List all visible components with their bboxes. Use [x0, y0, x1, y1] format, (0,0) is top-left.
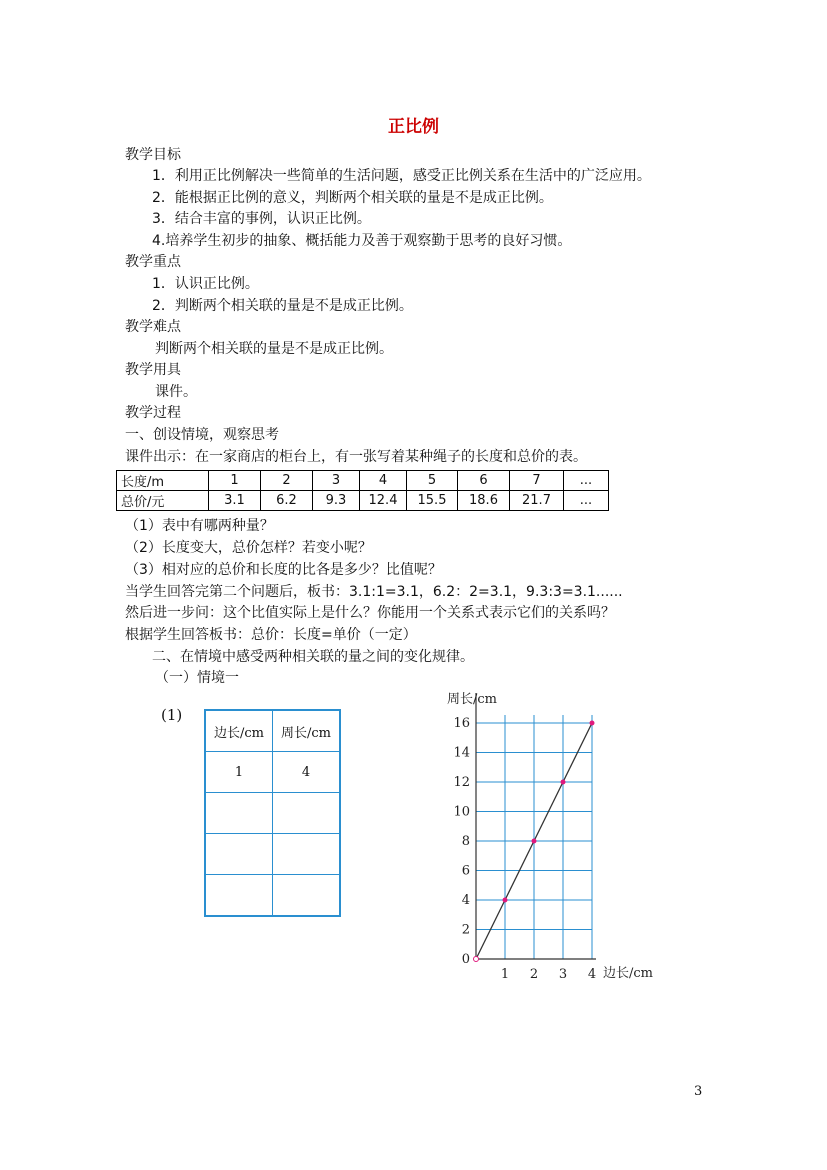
- goal-item-1: 1．利用正比例解决一些简单的生活问题，感受正比例关系在生活中的广泛应用。: [152, 168, 651, 184]
- further-question: 然后进一步问：这个比值实际上是什么？你能用一个关系式表示它们的关系吗？: [125, 605, 615, 621]
- table-cell: 3.1: [209, 491, 261, 511]
- tools-text: 课件。: [155, 384, 197, 400]
- y-axis-label: 周长/cm: [447, 692, 497, 707]
- table-cell: [273, 793, 341, 834]
- goal-item-3: 3．结合丰富的事例，认识正比例。: [152, 211, 371, 227]
- y-tick-label: 6: [461, 863, 470, 879]
- x-tick-label: 1: [500, 967, 510, 982]
- question-1: （1）表中有哪两种量？: [125, 518, 274, 534]
- table-cell: 18.6: [458, 491, 510, 511]
- table-cell: [205, 793, 273, 834]
- question-3: （3）相对应的总价和长度的比各是多少？比值呢？: [125, 562, 442, 578]
- y-tick-label: 2: [461, 922, 470, 938]
- y-tick-label: 4: [461, 893, 470, 908]
- table-cell: 15.5: [407, 491, 458, 511]
- x-tick-labels: [501, 967, 596, 982]
- table-row: [205, 834, 340, 875]
- figure-number: (1): [161, 706, 183, 724]
- page-title: 正比例: [388, 117, 439, 137]
- tools-heading: 教学用具: [125, 362, 181, 378]
- table-row: [205, 793, 340, 834]
- scene-1-heading: （一）情境一: [155, 670, 239, 686]
- table-cell: 7: [510, 471, 564, 491]
- page-number: 3: [694, 1084, 703, 1099]
- table-cell: [205, 875, 273, 917]
- table-cell: 边长/cm: [205, 710, 273, 752]
- table-row: [205, 752, 340, 793]
- table-cell: 12.4: [360, 491, 407, 511]
- square-table: [204, 709, 341, 917]
- key-points-heading: 教学重点: [125, 254, 181, 270]
- table-cell: 3: [313, 471, 360, 491]
- table-cell: 6: [458, 471, 510, 491]
- table-cell: 1: [209, 471, 261, 491]
- y-tick-label: 10: [453, 804, 470, 820]
- section-1-heading: 一、创设情境，观察思考: [125, 427, 279, 443]
- question-2: （2）长度变大，总价怎样？若变小呢？: [125, 540, 372, 556]
- table-cell: 21.7: [510, 491, 564, 511]
- board-text-1: 当学生回答完第二个问题后，板书：3.1:1=3.1，6.2：2=3.1，9.3:3=3.1......: [125, 584, 623, 600]
- rope-price-table: [116, 470, 609, 511]
- difficulty-heading: 教学难点: [125, 319, 181, 335]
- x-tick-label: 4: [587, 967, 597, 982]
- key-point-item-1: 1．认识正比例。: [152, 276, 259, 292]
- table-row: [205, 875, 340, 917]
- y-tick-label: 14: [453, 745, 470, 761]
- goals-heading: 教学目标: [125, 147, 181, 163]
- data-point: [561, 780, 566, 785]
- table-cell: 5: [407, 471, 458, 491]
- table-cell: 6.2: [261, 491, 313, 511]
- data-point: [503, 898, 508, 903]
- table-row: [117, 491, 609, 511]
- perimeter-chart: [430, 685, 670, 985]
- x-axis-label: 边长/cm: [603, 966, 653, 981]
- y-tick-labels: [453, 716, 470, 967]
- table-cell: ...: [564, 471, 609, 491]
- table-cell: 4: [360, 471, 407, 491]
- table-cell: 长度/m: [117, 471, 209, 491]
- intro-text: 课件出示：在一家商店的柜台上，有一张写着某种绳子的长度和总价的表。: [125, 449, 587, 465]
- table-cell: [273, 834, 341, 875]
- table-cell: ...: [564, 491, 609, 511]
- difficulty-text: 判断两个相关联的量是不是成正比例。: [155, 341, 393, 357]
- table-row: [117, 471, 609, 491]
- board-text-2: 根据学生回答板书：总价：长度=单价（一定）: [125, 627, 417, 643]
- x-tick-label: 3: [558, 967, 568, 982]
- goal-item-4: 4.培养学生初步的抽象、概括能力及善于观察勤于思考的良好习惯。: [152, 233, 572, 249]
- data-point: [590, 721, 595, 726]
- data-point: [474, 957, 479, 962]
- data-point: [532, 839, 537, 844]
- process-heading: 教学过程: [125, 405, 181, 421]
- table-cell: 4: [273, 752, 341, 793]
- table-cell: 2: [261, 471, 313, 491]
- x-tick-label: 2: [529, 967, 539, 982]
- key-point-item-2: 2．判断两个相关联的量是不是成正比例。: [152, 298, 413, 314]
- table-cell: 周长/cm: [273, 710, 341, 752]
- table-cell: [205, 834, 273, 875]
- table-row: [205, 710, 340, 752]
- table-cell: 9.3: [313, 491, 360, 511]
- y-tick-label: 0: [461, 952, 470, 967]
- goal-item-2: 2．能根据正比例的意义，判断两个相关联的量是不是成正比例。: [152, 190, 553, 206]
- chart-axes: [476, 693, 596, 959]
- table-cell: 1: [205, 752, 273, 793]
- section-2-heading: 二、在情境中感受两种相关联的量之间的变化规律。: [152, 649, 474, 665]
- table-cell: 总价/元: [117, 491, 209, 511]
- y-tick-label: 16: [453, 716, 470, 731]
- y-tick-label: 8: [461, 834, 470, 849]
- y-tick-label: 12: [453, 775, 470, 790]
- table-cell: [273, 875, 341, 917]
